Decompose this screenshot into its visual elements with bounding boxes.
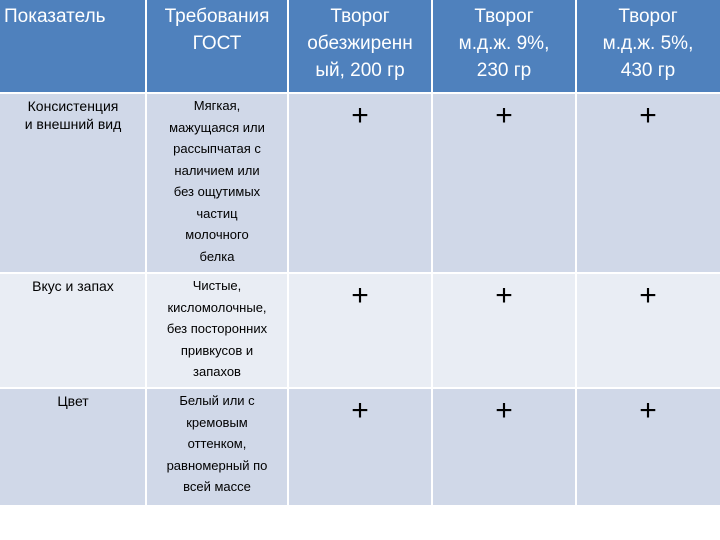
- row-indicator: [0, 273, 146, 388]
- requirement-line: белка: [199, 248, 235, 264]
- requirement-line: привкусов и: [180, 342, 254, 358]
- column-divider: [431, 0, 433, 505]
- header-product-fat-free: [288, 0, 432, 93]
- header-line: Показатель: [4, 6, 106, 27]
- requirement-line: мажущаяся или: [169, 119, 265, 135]
- requirement-line: равномерный по: [166, 457, 268, 473]
- row-indicator: [0, 93, 146, 273]
- requirement-line: Мягкая,: [193, 98, 241, 113]
- row-divider: [0, 92, 720, 94]
- header-product-9-percent: [432, 0, 576, 93]
- indicator-line: Консистенция: [27, 98, 119, 114]
- header-line: м.д.ж. 5%,: [602, 33, 694, 54]
- header-line: 230 гр: [476, 60, 532, 81]
- indicator-line: Вкус и запах: [32, 278, 114, 294]
- header-line: Творог: [474, 6, 534, 27]
- compliance-mark: +: [432, 93, 576, 273]
- compliance-mark: +: [288, 273, 432, 388]
- requirement-line: Белый или с: [179, 393, 255, 408]
- requirement-line: без ощутимых: [173, 184, 261, 199]
- compliance-mark: +: [432, 388, 576, 505]
- row-divider: [0, 272, 720, 274]
- header-gost-requirements: [146, 0, 288, 93]
- column-divider: [575, 0, 577, 505]
- header-line: обезжиренн: [307, 33, 413, 54]
- requirement-line: запахов: [193, 364, 241, 379]
- compliance-mark: +: [576, 273, 720, 388]
- row-indicator: [0, 388, 146, 505]
- header-line: Творог: [330, 6, 390, 27]
- header-line: ый, 200 гр: [315, 60, 405, 81]
- compliance-mark: +: [576, 388, 720, 505]
- row-divider: [0, 387, 720, 389]
- compliance-mark: +: [432, 273, 576, 388]
- indicator-line: Цвет: [57, 393, 89, 409]
- indicator-line: и внешний вид: [24, 116, 122, 132]
- requirement-line: без посторонних: [166, 321, 268, 336]
- column-divider: [145, 0, 147, 505]
- requirement-line: Чистые,: [192, 278, 242, 293]
- row-requirement: [146, 93, 288, 273]
- row-requirement: [146, 273, 288, 388]
- requirement-line: всей массе: [183, 479, 251, 494]
- column-divider: [287, 0, 289, 505]
- compliance-mark: +: [576, 93, 720, 273]
- requirement-line: рассыпчатая с: [173, 141, 261, 156]
- header-line: ГОСТ: [192, 33, 242, 54]
- requirement-line: оттенком,: [187, 436, 247, 451]
- requirement-line: наличием или: [174, 162, 260, 178]
- requirement-line: частиц: [196, 205, 238, 221]
- compliance-mark: +: [288, 388, 432, 505]
- requirement-line: кисломолочные,: [167, 299, 267, 315]
- compliance-mark: +: [288, 93, 432, 273]
- header-line: Творог: [618, 6, 678, 27]
- row-requirement: [146, 388, 288, 505]
- header-line: 430 гр: [620, 60, 676, 81]
- requirement-line: молочного: [185, 227, 249, 242]
- header-line: Требования: [164, 6, 270, 27]
- header-line: м.д.ж. 9%,: [458, 33, 550, 54]
- requirement-line: кремовым: [186, 414, 248, 430]
- header-product-5-percent: [576, 0, 720, 93]
- header-indicator: [0, 0, 146, 93]
